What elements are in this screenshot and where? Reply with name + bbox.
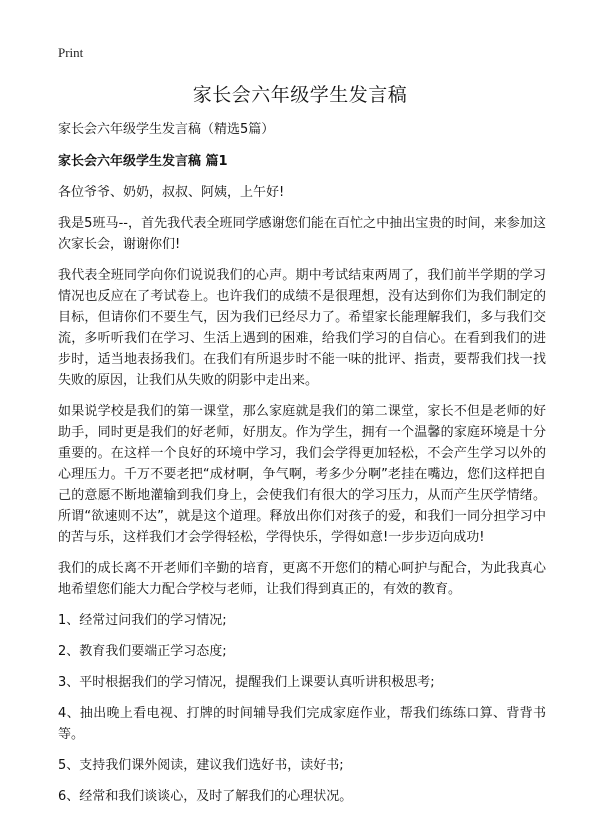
list-item: 3、平时根据我们的学习情况，提醒我们上课要认真听讲积极思考; bbox=[58, 675, 435, 690]
list-item: 1、经常过问我们的学习情况; bbox=[58, 613, 227, 628]
print-label: Print bbox=[58, 45, 84, 60]
page-title: 家长会六年级学生发言稿 bbox=[192, 84, 408, 106]
paragraph-voice: 我代表全班同学向你们说说我们的心声。期中考试结束两周了，我们前半学期的学习情况也反应在了考试卷上。也许我们的成绩不是很理想，没有达到你们为我们制定的目标，但请你们不要生气，因为我们已经尽力了。希望家长能理解我们，多与我们交流，多听听我们在学习、生活上遇到的困难，给我们学习的自信心。在看到我们的进步时，适当地表扬我们。在我们有所退步时不能一味的批评、指责，要帮我们找一找失败的原因，让我们从失败的阴影中走出来。 bbox=[58, 268, 546, 388]
list-item: 4、抽出晚上看电视、打牌的时间辅导我们完成家庭作业，帮我们练练口算、背背书等。 bbox=[58, 706, 546, 742]
paragraph-family: 如果说学校是我们的第一课堂，那么家庭就是我们的第二课堂，家长不但是老师的好助手，同时更是我们的好老师，好朋友。作为学生，拥有一个温馨的家庭环境是十分重要的。在这样一个良好的环境中学习，我们会学得更加轻松，不会产生学习以外的心理压力。千万不要老把“成材啊，争气啊，考多少分啊”老挂在嘴边，您们这样把自己的意愿不断地灌输到我们身上，会使我们有很大的学习压力，从而产生厌学情绪。所谓“欲速则不达”，就是这个道理。释放出你们对孩子的爱，和我们一同分担学习中的苦与乐，这样我们才会学得轻松，学得快乐，学得如意!一步步迈向成功! bbox=[58, 404, 546, 545]
paragraph-hope: 我们的成长离不开老师们辛勤的培育，更离不开您们的精心呵护与配合，为此我真心地希望您们能大力配合学校与老师，让我们得到真正的，有效的教育。 bbox=[58, 561, 546, 597]
paragraph-intro: 我是5班马--，首先我代表全班同学感谢您们能在百忙之中抽出宝贵的时间，来参加这次家长会，谢谢你们! bbox=[58, 216, 546, 252]
document-subtitle: 家长会六年级学生发言稿（精选5篇） bbox=[58, 122, 275, 137]
list-item: 2、教育我们要端正学习态度; bbox=[58, 644, 227, 659]
list-item: 6、经常和我们谈谈心，及时了解我们的心理状况。 bbox=[58, 789, 353, 804]
section-heading: 家长会六年级学生发言稿 篇1 bbox=[58, 154, 228, 169]
list-item: 5、支持我们课外阅读，建议我们选好书，读好书; bbox=[58, 758, 344, 773]
paragraph-greeting: 各位爷爷、奶奶，叔叔、阿姨，上午好! bbox=[58, 185, 285, 200]
document-body bbox=[58, 119, 546, 817]
